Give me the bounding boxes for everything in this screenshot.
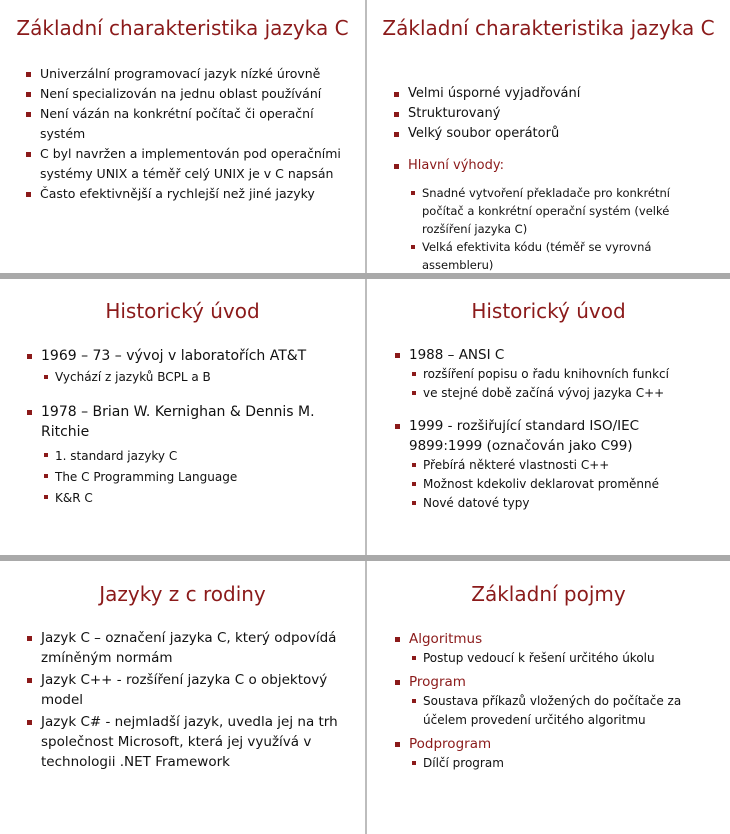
slide-title: Historický úvod xyxy=(105,299,260,323)
slide-title: Základní charakteristika jazyka C xyxy=(16,16,349,40)
slide-6 xyxy=(367,561,730,834)
term: Program xyxy=(395,672,710,692)
list-item: Není specializován na jednu oblast používání xyxy=(26,84,346,104)
definition: Dílčí program xyxy=(411,754,710,773)
list-item: The C Programming Language xyxy=(43,467,317,488)
list-item: C byl navržen a implementován pod operačními systémy UNIX a téměř celý UNIX je v C napsán xyxy=(26,144,346,184)
bullet-list xyxy=(394,84,714,176)
list-item: Strukturovaný xyxy=(394,104,714,124)
slide-title: Jazyky z c rodiny xyxy=(99,582,266,606)
list-item: K&R C xyxy=(43,488,317,509)
slide-title: Historický úvod xyxy=(471,299,626,323)
sub-list xyxy=(411,754,710,773)
list-item: Jazyk C++ - rozšíření jazyka C o objektový model xyxy=(27,670,342,710)
slide-5 xyxy=(0,561,365,834)
term: Podprogram xyxy=(395,734,710,754)
slide-title: Základní charakteristika jazyka C xyxy=(382,16,715,40)
list-item: Velká efektivita kódu (téměř se vyrovná assembleru) xyxy=(410,238,710,274)
list-item: 1999 - rozšiřující standard ISO/IEC 9899:1999 (označován jako C99) xyxy=(395,416,715,456)
slide-4 xyxy=(367,279,730,555)
list-item: 1988 – ANSI C xyxy=(395,345,715,365)
list-item: 1978 – Brian W. Kernighan & Dennis M. Ritchie xyxy=(27,402,317,442)
list-item: Velký soubor operátorů xyxy=(394,124,714,144)
sub-list xyxy=(43,446,317,509)
advantages-list xyxy=(410,184,710,274)
bullet-list xyxy=(26,64,346,204)
slide-1 xyxy=(0,0,365,273)
list-item: Snadné vytvoření překladače pro konkrétní počítač a konkrétní operační systém (velké rozšíření jazyka C) xyxy=(410,184,710,238)
slide-3 xyxy=(0,279,365,555)
list-item: Není vázán na konkrétní počítač či operační systém xyxy=(26,104,346,144)
list-item: ve stejné době začíná vývoj jazyka C++ xyxy=(411,384,715,403)
sub-list xyxy=(43,368,317,386)
list-item: Vychází z jazyků BCPL a B xyxy=(43,368,317,386)
definition: Soustava příkazů vložených do počítače za účelem provedení určitého algoritmu xyxy=(411,692,710,730)
list-item: 1969 – 73 – vývoj v laboratořích AT&T xyxy=(27,346,317,366)
list-item: 1. standard jazyky C xyxy=(43,446,317,467)
list-item: rozšíření popisu o řadu knihovních funkcí xyxy=(411,365,715,384)
sub-list xyxy=(411,692,710,730)
sub-list xyxy=(411,365,715,403)
sub-list xyxy=(411,649,710,668)
list-item: Často efektivnější a rychlejší než jiné jazyky xyxy=(26,184,346,204)
sub-list xyxy=(411,456,715,513)
bullet-list xyxy=(27,628,342,772)
term: Algoritmus xyxy=(395,629,710,649)
content xyxy=(395,629,710,773)
list-item: Jazyk C – označení jazyka C, který odpovídá zmíněným normám xyxy=(27,628,342,668)
slide-2 xyxy=(367,0,730,273)
content xyxy=(395,345,715,513)
slide-title: Základní pojmy xyxy=(471,582,626,606)
list-item: Univerzální programovací jazyk nízké úrovně xyxy=(26,64,346,84)
list-item: Přebírá některé vlastnosti C++ xyxy=(411,456,715,475)
content xyxy=(27,346,317,509)
advantages-heading: Hlavní výhody: xyxy=(394,156,714,176)
list-item: Velmi úsporné vyjadřování xyxy=(394,84,714,104)
list-item: Možnost kdekoliv deklarovat proměnné xyxy=(411,475,715,494)
list-item: Jazyk C# - nejmladší jazyk, uvedla jej na trh společnost Microsoft, která jej využívá v technologii .NET Framework xyxy=(27,712,342,772)
definition: Postup vedoucí k řešení určitého úkolu xyxy=(411,649,710,668)
list-item: Nové datové typy xyxy=(411,494,715,513)
